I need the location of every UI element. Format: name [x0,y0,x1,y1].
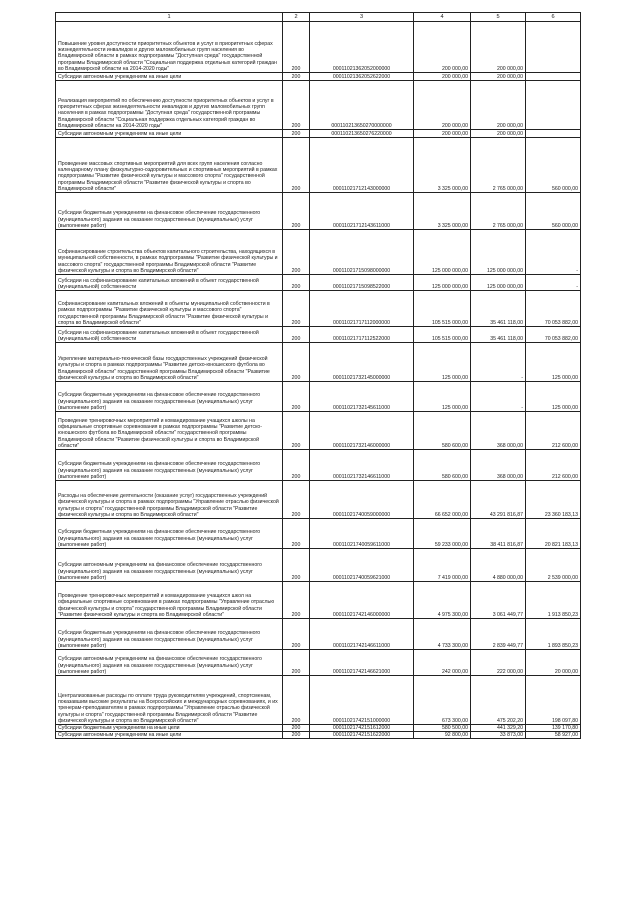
row-kvr-code: 200 [283,412,310,450]
table-row [56,519,581,549]
row-kvr-code: 200 [283,193,310,230]
row-budget-code: 00011021712143611000 [310,193,414,230]
table-row [56,725,581,732]
row-budget-code: 00011021362052622000 [310,73,414,81]
row-executed-amount: 43 291 816,87 [471,481,526,519]
row-budget-code: 00011021742151612000 [310,725,414,732]
row-executed-amount: 441 329,20 [471,725,526,732]
row-executed-amount: 35 461 118,00 [471,291,526,327]
row-kvr-code: 200 [283,549,310,582]
row-budget-code: 00011021740059000000 [310,481,414,519]
row-approved-amount: 4 975 300,00 [414,582,471,619]
row-approved-amount: 105 515 000,00 [414,327,471,343]
row-approved-amount: 125 000 000,00 [414,230,471,275]
row-name: Субсидии автономным учреждениям на финансовое обеспечение государственного (муниципального) задания на оказание государственных (муниципальных) услуг (выполнение работ) [56,650,283,676]
row-budget-code: 00011021740059621000 [310,549,414,582]
row-approved-amount: 3 325 000,00 [414,138,471,193]
table-row [56,138,581,193]
row-approved-amount: 200 000,00 [414,73,471,81]
row-executed-amount: 222 000,00 [471,650,526,676]
row-unexecuted-amount: 139 170,80 [526,725,581,732]
budget-report-sheet [55,12,580,739]
table-row [56,193,581,230]
table-row [56,327,581,343]
row-unexecuted-amount [526,73,581,81]
row-name: Субсидии автономным учреждениям на иные цели [56,73,283,81]
row-executed-amount: 38 411 816,87 [471,519,526,549]
row-budget-code: 00011021717112522000 [310,327,414,343]
row-name: Субсидии автономным учреждениям на иные цели [56,130,283,138]
row-unexecuted-amount: 70 053 882,00 [526,327,581,343]
row-unexecuted-amount: 560 000,00 [526,193,581,230]
table-row [56,22,581,73]
row-unexecuted-amount: 20 000,00 [526,650,581,676]
row-kvr-code: 200 [283,230,310,275]
table-row [56,73,581,81]
row-approved-amount: 673 300,00 [414,676,471,725]
row-budget-code: 00011021742146000000 [310,582,414,619]
row-budget-code: 00011021742151622000 [310,732,414,739]
row-name: Реализация мероприятий по обеспечению доступности приоритетных объектов и услуг в приоритетных сферах жизнедеятельности инвалидов и других маломобильных групп населения в рамках подпрограммы "Доступная среда" государственной программы Владимирской области "Социальная поддержка отдельных категорий граждан во Владимирской области на 2014-2020 годы" [56,81,283,130]
row-budget-code: 000110213650276220000 [310,130,414,138]
row-unexecuted-amount: 212 600,00 [526,450,581,481]
row-unexecuted-amount: 125 000,00 [526,343,581,382]
col-header-3: 3 [310,13,414,22]
row-unexecuted-amount: 2 539 000,00 [526,549,581,582]
row-approved-amount: 200 000,00 [414,81,471,130]
table-row [56,130,581,138]
row-name: Субсидии бюджетным учреждениям на финансовое обеспечение государственного (муниципального) задания на оказание государственных (муниципальных) услуг (выполнение работ) [56,193,283,230]
row-approved-amount: 92 800,00 [414,732,471,739]
row-unexecuted-amount: 560 000,00 [526,138,581,193]
row-executed-amount: 200 000,00 [471,130,526,138]
table-row [56,481,581,519]
row-kvr-code: 200 [283,481,310,519]
row-executed-amount: 2 765 000,00 [471,193,526,230]
row-kvr-code: 200 [283,582,310,619]
row-kvr-code: 200 [283,450,310,481]
table-row [56,619,581,650]
row-kvr-code: 200 [283,138,310,193]
row-executed-amount: 2 765 000,00 [471,138,526,193]
col-header-6: 6 [526,13,581,22]
row-name: Софинансирование строительства объектов капитального строительства, находящихся в муниципальной собственности, в рамках подпрограммы "Развитие физической культуры и массового спорта" государственной программы Владимирской области "Развитие физической культуры и спорта во Владимирской области" [56,230,283,275]
row-executed-amount: 200 000,00 [471,81,526,130]
row-name: Субсидии автономным учреждениям на финансовое обеспечение государственного (муниципального) задания на оказание государственных (муниципальных) услуг (выполнение работ) [56,549,283,582]
row-executed-amount: 368 000,00 [471,450,526,481]
row-approved-amount: 580 600,00 [414,450,471,481]
row-approved-amount: 125 000 000,00 [414,275,471,291]
row-approved-amount: 105 515 000,00 [414,291,471,327]
row-executed-amount: 200 000,00 [471,22,526,73]
row-kvr-code: 200 [283,275,310,291]
row-executed-amount: 33 873,00 [471,732,526,739]
row-unexecuted-amount [526,22,581,73]
row-budget-code: 00011021742151000000 [310,676,414,725]
row-kvr-code: 200 [283,130,310,138]
row-approved-amount: 580 500,00 [414,725,471,732]
row-budget-code: 00011021732145611000 [310,382,414,412]
row-kvr-code: 200 [283,725,310,732]
row-approved-amount: 3 325 000,00 [414,193,471,230]
row-approved-amount: 125 000,00 [414,343,471,382]
row-budget-code: 00011021732146000000 [310,412,414,450]
row-budget-code: 00011021732145000000 [310,343,414,382]
table-row [56,549,581,582]
row-name: Проведение массовых спортивных мероприятий для всех групп населения согласно календарному плану физкультурно-оздоровительных и спортивных мероприятий в рамках подпрограммы "Развитие физической культуры и массового спорта" государственной программы Владимирской области "Развитие физической культуры и спорта во Владимирской области" [56,138,283,193]
row-executed-amount: 3 061 449,77 [471,582,526,619]
row-unexecuted-amount: 70 053 882,00 [526,291,581,327]
row-budget-code: 00011021742146621000 [310,650,414,676]
table-row [56,230,581,275]
row-unexecuted-amount: - [526,230,581,275]
row-kvr-code: 200 [283,382,310,412]
table-row [56,450,581,481]
row-executed-amount: 35 461 118,00 [471,327,526,343]
row-unexecuted-amount: 1 913 850,23 [526,582,581,619]
row-budget-code: 000110213650270000000 [310,81,414,130]
row-kvr-code: 200 [283,73,310,81]
row-budget-code: 00011021715098000000 [310,230,414,275]
table-row [56,650,581,676]
table-row [56,732,581,739]
row-budget-code: 00011021717112000000 [310,291,414,327]
table-row [56,343,581,382]
row-executed-amount: - [471,343,526,382]
table-row [56,382,581,412]
row-executed-amount: 125 000 000,00 [471,275,526,291]
row-approved-amount: 200 000,00 [414,22,471,73]
row-name: Укрепление материально-технической базы государственных учреждений физической культуры и спорта в рамках подпрограммы "Развитие детско-юношеского футбола во Владимирской области" государственной программы Владимирской области "Развитие физической культуры и спорта во Владимирской области" [56,343,283,382]
row-executed-amount: 200 000,00 [471,73,526,81]
table-row [56,291,581,327]
row-kvr-code: 200 [283,22,310,73]
col-header-4: 4 [414,13,471,22]
row-unexecuted-amount: 212 600,00 [526,412,581,450]
table-row [56,676,581,725]
row-name: Субсидии бюджетным учреждениям на финансовое обеспечение государственного (муниципального) задания на оказание государственных (муниципальных) услуг (выполнение работ) [56,619,283,650]
row-executed-amount: 4 880 000,00 [471,549,526,582]
row-name: Субсидии автономным учреждениям на иные цели [56,732,283,739]
row-budget-code: 00011021742146611000 [310,619,414,650]
row-budget-code: 00011021715098522000 [310,275,414,291]
row-budget-code: 00011021732146611000 [310,450,414,481]
row-executed-amount: 475 202,20 [471,676,526,725]
table-row [56,582,581,619]
row-approved-amount: 7 419 000,00 [414,549,471,582]
row-name: Расходы на обеспечение деятельности (оказание услуг) государственных учреждений физической культуры и спорта в рамках подпрограммы "Управление отраслью физической культуры и спорта" государственной программы Владимирской области "Развитие физической культуры и спорта во Владимирской области" [56,481,283,519]
row-kvr-code: 200 [283,327,310,343]
row-name: Субсидии бюджетным учреждениям на финансовое обеспечение государственного (муниципального) задания на оказание государственных (муниципальных) услуг (выполнение работ) [56,382,283,412]
row-kvr-code: 200 [283,650,310,676]
row-name: Софинансирование капитальных вложений в объекты муниципальной собственности в рамках подпрограммы "Развитие физической культуры и массового спорта" государственной программы Владимирской области "Развитие физической культуры и спорта во Владимирской области" [56,291,283,327]
row-kvr-code: 200 [283,81,310,130]
table-row [56,412,581,450]
row-approved-amount: 580 600,00 [414,412,471,450]
row-name: Централизованные расходы по оплате труда руководителям учреждений, спортсменам, показавшим высокие результаты на Всероссийских и международных соревнованиях, и их тренерам-преподавателям в рамках подпрограммы "Управление отраслью физической культуры и спорта" государственной программы Владимирской области "Развитие физической культуры и спорта во Владимирской области" [56,676,283,725]
row-kvr-code: 200 [283,676,310,725]
row-kvr-code: 200 [283,519,310,549]
row-kvr-code: 200 [283,343,310,382]
row-kvr-code: 200 [283,732,310,739]
row-name: Субсидии на софинансирование капитальных вложений в объект государственной (муниципальной) собственности [56,327,283,343]
row-approved-amount: 66 652 000,00 [414,481,471,519]
row-executed-amount: 125 000 000,00 [471,230,526,275]
row-name: Субсидии бюджетным учреждениям на иные цели [56,725,283,732]
row-budget-code: 00011021712143000000 [310,138,414,193]
row-name: Субсидии бюджетным учреждениям на финансовое обеспечение государственного (муниципального) задания на оказание государственных (муниципальных) услуг (выполнение работ) [56,519,283,549]
row-name: Субсидии бюджетным учреждениям на финансовое обеспечение государственного (муниципального) задания на оказание государственных (муниципальных) услуг (выполнение работ) [56,450,283,481]
row-unexecuted-amount: 20 821 183,13 [526,519,581,549]
table-row [56,275,581,291]
row-budget-code: 00011021740059611000 [310,519,414,549]
row-name: Проведение тренировочных мероприятий и командирование учащихся школы на официальные спортивные соревнования в рамках подпрограммы "Развитие детско-юношеского футбола во Владимирской области" государственной программы Владимирской области "Развитие физической культуры и спорта во Владимирской области" [56,412,283,450]
row-unexecuted-amount: 1 893 850,23 [526,619,581,650]
row-executed-amount: 2 839 449,77 [471,619,526,650]
row-budget-code: 00011021362052000000 [310,22,414,73]
row-kvr-code: 200 [283,291,310,327]
col-header-5: 5 [471,13,526,22]
row-name: Субсидии на софинансирование капитальных вложений в объект государственной (муниципальной) собственности [56,275,283,291]
row-approved-amount: 59 233 000,00 [414,519,471,549]
row-executed-amount: 368 000,00 [471,412,526,450]
row-name: Проведение тренировочных мероприятий и командирование учащихся школ на официальные спортивные соревнования в рамках подпрограммы "Управление отраслью физической культуры и спорта" государственной программы Владимирской области "Развитие физической культуры и спорта во Владимирской области" [56,582,283,619]
row-unexecuted-amount: 58 927,00 [526,732,581,739]
row-name: Повышение уровня доступности приоритетных объектов и услуг в приоритетных сферах жизнедеятельности инвалидов и других маломобильных групп населения во Владимирской области в рамках подпрограммы "Доступная среда" государственной программы Владимирской области "Социальная поддержка отдельных категорий граждан во Владимирской области на 2014-2020 годы" [56,22,283,73]
row-unexecuted-amount: 125 000,00 [526,382,581,412]
column-number-row [56,13,581,22]
row-kvr-code: 200 [283,619,310,650]
row-unexecuted-amount: - [526,275,581,291]
row-approved-amount: 4 733 300,00 [414,619,471,650]
row-approved-amount: 125 000,00 [414,382,471,412]
table-row [56,81,581,130]
row-unexecuted-amount: 198 097,80 [526,676,581,725]
budget-table [55,12,581,739]
row-unexecuted-amount [526,81,581,130]
row-approved-amount: 200 000,00 [414,130,471,138]
row-unexecuted-amount: 23 360 183,13 [526,481,581,519]
row-unexecuted-amount [526,130,581,138]
col-header-1: 1 [56,13,283,22]
col-header-2: 2 [283,13,310,22]
row-approved-amount: 242 000,00 [414,650,471,676]
row-executed-amount: - [471,382,526,412]
